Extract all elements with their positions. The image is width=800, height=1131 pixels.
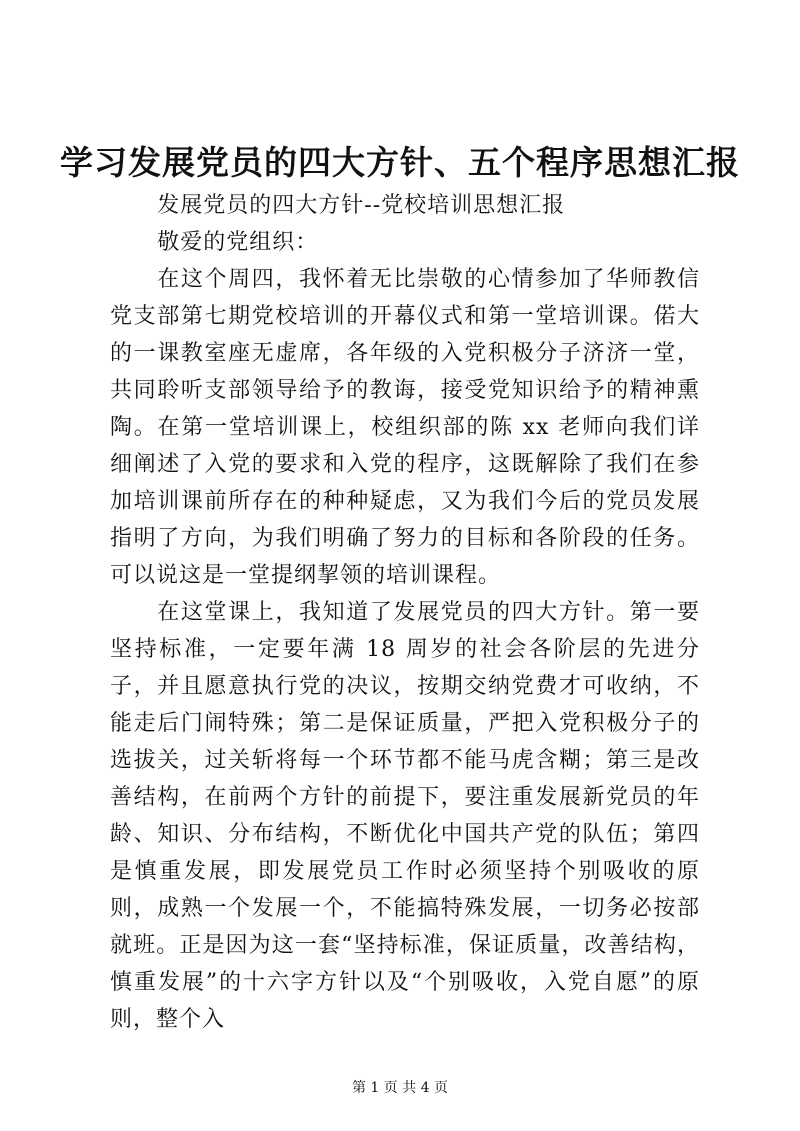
subtitle-paragraph: 发展党员的四大方针--党校培训思想汇报: [157, 193, 566, 218]
salutation-paragraph: 敬爱的党组织：: [157, 230, 319, 255]
body-paragraph-2: 在这堂课上，我知道了发展党员的四大方针。第一要坚持标准，一定要年满 18 周岁的社会各阶层的先进分子，并且愿意执行党的决议，按期交纳党费才可收纳，不能走后门闹特殊；第二是保证质量，严把入党积极分子的选拔关，过关斩将每一个环节都不能马虎含糊；第三是改善结构，在前两个方针的前提下，要注重发展新党员的年龄、知识、分布结构，不断优化中国共产党的队伍；第四是慎重发展，即发展党员工作时必须坚持个别吸收的原则，成熟一个发展一个，不能搞特殊发展，一切务必按部就班。正是因为这一套“坚持标准，保证质量，改善结构，慎重发展”的十六字方针以及“个别吸收，入党自愿”的原则，整个入: [110, 600, 700, 1032]
document-title: 学习发展党员的四大方针、五个程序思想汇报: [60, 143, 740, 182]
page-footer: 第 1 页 共 4 页: [351, 1080, 449, 1096]
body-paragraph-1: 在这个周四，我怀着无比崇敬的心情参加了华师教信党支部第七期党校培训的开幕仪式和第一堂培训课。偌大的一课教室座无虚席，各年级的入党积极分子济济一堂，共同聆听支部领导给予的教诲，接受党知识给予的精神熏陶。在第一堂培训课上，校组织部的陈 xx 老师向我们详细阐述了入党的要求和入党的程序，这既解除了我们在参加培训课前所存在的种种疑虑，又为我们今后的党员发展指明了方向，为我们明确了努力的目标和各阶段的任务。可以说这是一堂提纲挈领的培训课程。: [110, 267, 700, 588]
document-body: [110, 187, 700, 1038]
